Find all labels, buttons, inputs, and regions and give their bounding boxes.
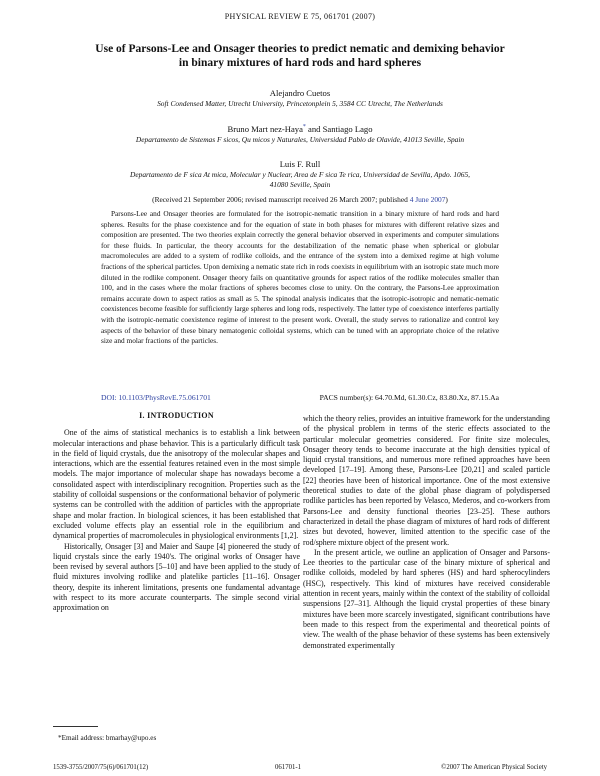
paper-title [60, 42, 540, 70]
left-column [53, 411, 300, 614]
received-dates: (Received 21 September 2006; revised manuscript received 26 March 2007; published 4 June 2007) [152, 195, 448, 204]
right-column [303, 414, 550, 651]
body-paragraph: which the theory relies, provides an intuitive framework for the understanding of the physical problem in terms of the steric effects associated to the particular molecular geometries considered. For finite size molecules, Onsager theory tends to become inaccurate at the high densities typical of liquid crystal transitions, and numerous more refined approaches have been developed [17–19]. Among these, Parsons-Lee [20,21] and scaled particle [22] theories have been of historical importance. One of the most extensive theoretical studies to date of the global phase diagram of polydispersed rodlike particles has been reported by Velasco, Mederos, and co-workers from Parsons-Lee and density functional theories [23–25]. These authors characterized in detail the phase diagram of mixtures of hard rods of different sizes but devoted, however, limited attention to the specific case of the rod/sphere mixture object of the present work. [303, 414, 550, 547]
footnote-divider [53, 726, 98, 727]
author-2: Bruno Mart nez-Haya* and Santiago Lago [227, 124, 373, 134]
footer-copyright: ©2007 The American Physical Society [441, 764, 547, 771]
pacs-numbers: PACS number(s): 64.70.Md, 61.30.Cz, 83.80.Xz, 87.15.Aa [319, 393, 499, 402]
affiliation-1: Soft Condensed Matter, Utrecht University, Princetonplein 5, 3584 CC Utrecht, The Netherlands [157, 99, 443, 108]
affiliation-3: Departamento de F sica At mica, Molecular y Nuclear, Area de F sica Te rica, Universidad de Sevilla, Apdo. 1065, 41080 Seville, Spain [130, 170, 470, 189]
author-3: Luis F. Rull [279, 159, 321, 169]
abstract: Parsons-Lee and Onsager theories are formulated for the isotropic-nematic transition in a binary mixture of hard rods and hard spheres. Results for the phase coexistence and for the equation of state in both phases for mixtures with different relative sizes and composition are presented. The two theories explain correctly the general behavior observed in experiments and computer simulations for these fluids. In particular, the theory accounts for the destabilization of the nematic phase when spherical or globular macromolecules are added to a system of rodlike colloids, and the entrance of the system into a demixed regime at high volume fractions of the spherical particles. Upon demixing a nematic state rich in rods coexists in equilibrium with an isotropic state much more diluted in the rodlike component. Onsager theory fails on quantitative grounds for aspect ratios of the rodlike molecules smaller than 100, and in the cases where the molar fractions of spheres becomes close to unity. On the contrary, the Parsons-Lee approximation remains accurate down to aspect ratios as small as 5. The spinodal analysis indicates that the isotropic-isotropic and nematic-nematic coexistences become feasible for sufficiently large spheres and long rods, respectively. The latter type of coexistence interferes partially with the isotropic-nematic coexistence regime of interest to the present work. Overall, the study serves to rationalize and control key aspects of the behavior of these binary nematogenic colloidal systems, which can be tuned with an appropriate choice of the relative size and molar fractions of the particles. [101, 209, 499, 346]
body-paragraph: In the present article, we outline an application of Onsager and Parsons-Lee theories to the particular case of the binary mixture of spherical and rodlike colloids, modeled by hard spheres (HS) and hard spherocylinders (HSC), respectively. This kind of mixtures have received considerable attention in recent years, mainly within the context of the stability of colloidal suspensions [27–31]. Although the liquid crystal properties of these binary mixtures have been more scarcely investigated, significant contributions have been made to this respect from the experimental and theoretical points of view. The wealth of the phase behavior of these systems has been extensively demonstrated experimentally [303, 547, 550, 650]
journal-header: PHYSICAL REVIEW E 75, 061701 (2007) [224, 12, 376, 21]
body-paragraph: Historically, Onsager [3] and Maier and Saupe [4] pioneered the study of liquid crystals since the early 1940's. The original works of Onsager have been revised by several authors [5–10] and have been applied to the study of fluid mixtures involving rodlike and platelike particles [11–16]. Onsager theory, despite its inherent limitations, presents one fundamental advantage with respect to its more accurate counterparts. The simple second virial approximation on [53, 541, 300, 613]
footnote-marker: * [302, 124, 306, 131]
footnote-email: *Email address: bmarhay@upo.es [58, 734, 157, 742]
footer-page-number: 061701-1 [275, 764, 302, 771]
title-line-1: Use of Parsons-Lee and Onsager theories to predict nematic and demixing behavior [95, 43, 505, 55]
doi-link[interactable]: DOI: 10.1103/PhysRevE.75.061701 [101, 393, 211, 402]
author-1: Alejandro Cuetos [269, 88, 331, 98]
title-line-2: in binary mixtures of hard rods and hard spheres [178, 57, 422, 69]
section-heading: I. INTRODUCTION [139, 411, 214, 420]
published-date-link[interactable]: 4 June 2007 [409, 195, 446, 204]
body-paragraph: One of the aims of statistical mechanics is to establish a link between molecular interactions and phase behavior. This is a particularly difficult task in the field of liquid crystals, due the anisotropy of the molecular shapes and interactions, which are the essential features retained even in the most simple models. The major importance of molecular shape has nowadays become a consolidated aspect with interdisciplinary recognition. Properties such as the stability of colloidal suspensions or the conformational behavior of polymeric systems can be controlled with the addition of particles with the appropriate shape and molar fraction. In biological sciences, it has been established that excluded volume effects play an essential role in the equilibrium and dynamical properties of macromolecules in physiological environments [1,2]. [53, 428, 300, 541]
footer-issn: 1539-3755/2007/75(6)/061701(12) [53, 764, 149, 771]
affiliation-2: Departamento de Sistemas F sicos, Qu micos y Naturales, Universidad Pablo de Olavide, 41013 Seville, Spain [135, 135, 465, 144]
